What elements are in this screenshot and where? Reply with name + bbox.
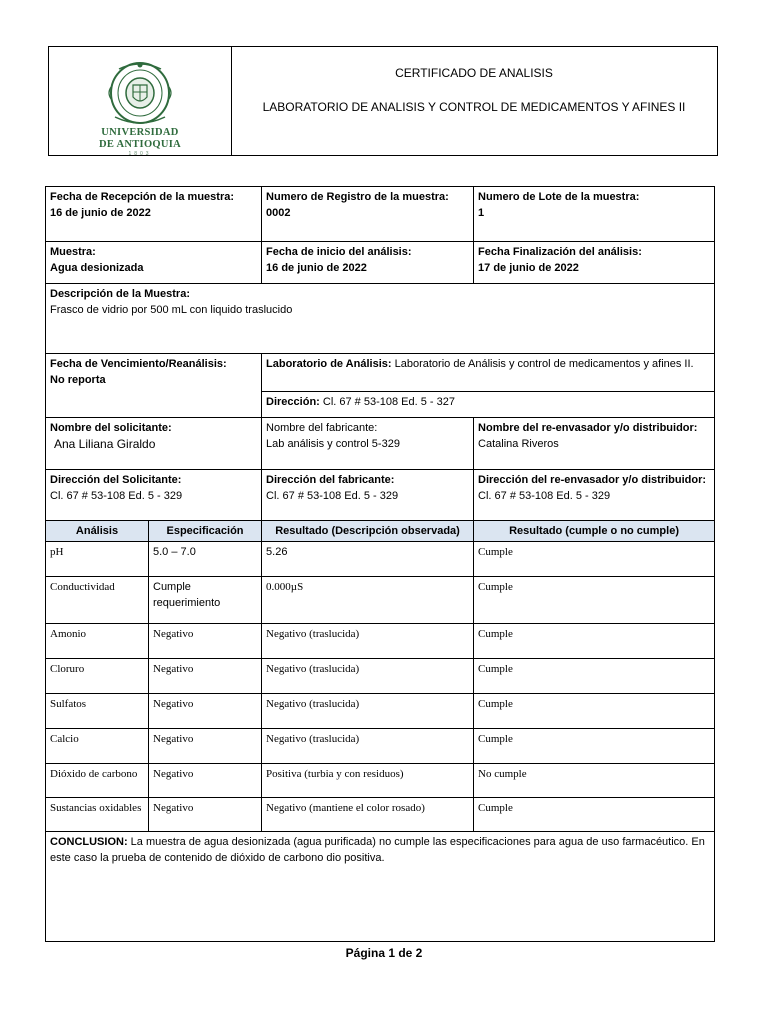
reception-label: Fecha de Recepción de la muestra:	[50, 191, 235, 203]
expiry-lab-row	[46, 354, 715, 392]
expiry-cell	[46, 354, 262, 418]
page-indicator: Página 1 de 2	[345, 946, 423, 960]
repackager-address-cell	[474, 470, 715, 521]
logo-year: 1803	[128, 151, 152, 157]
spec-cell: 5.0 – 7.0	[149, 542, 262, 577]
observed-cell: Positiva (turbia y con residuos)	[262, 764, 474, 798]
applicant-address-cell	[46, 470, 262, 521]
observed-cell: 0.000µS	[262, 577, 474, 624]
university-seal-icon	[49, 47, 231, 127]
parties-row	[46, 418, 715, 470]
applicant-label: Nombre del solicitante:	[50, 422, 172, 434]
manufacturer-label: Nombre del fabricante:	[266, 422, 378, 434]
lot-cell	[474, 187, 715, 242]
repackager-cell	[474, 418, 715, 470]
spec-cell: Negativo	[149, 694, 262, 729]
spec-cell: Cumple requerimiento	[149, 577, 262, 624]
spec-cell: Negativo	[149, 798, 262, 832]
description-label: Descripción de la Muestra:	[50, 288, 190, 300]
expiry-value: No reporta	[50, 374, 106, 386]
manufacturer-address-value: Cl. 67 # 53-108 Ed. 5 - 329	[266, 490, 399, 502]
document-header	[48, 46, 718, 156]
analysis-cell: Sustancias oxidables	[46, 798, 149, 832]
start-date-value: 16 de junio de 2022	[266, 262, 367, 274]
document-title: CERTIFICADO DE ANALISIS	[395, 66, 553, 80]
reception-value: 16 de junio de 2022	[50, 207, 151, 219]
lab-address-label: Dirección:	[266, 396, 320, 408]
conclusion-label: CONCLUSION:	[50, 836, 128, 848]
col-header-specification: Especificación	[149, 521, 262, 542]
col-header-analysis: Análisis	[46, 521, 149, 542]
analysis-cell: Conductividad	[46, 577, 149, 624]
manufacturer-address-label: Dirección del fabricante:	[266, 474, 395, 486]
description-value: Frasco de vidrio por 500 mL con liquido traslucido	[50, 304, 293, 316]
end-date-cell	[474, 242, 715, 284]
observed-cell: 5.26	[262, 542, 474, 577]
end-date-label: Fecha Finalización del análisis:	[478, 246, 642, 258]
verdict-cell: Cumple	[474, 694, 715, 729]
analysis-cell: Sulfatos	[46, 694, 149, 729]
certificate-table	[45, 186, 715, 942]
table-row	[46, 542, 715, 577]
applicant-value: Ana Liliana Giraldo	[54, 437, 156, 451]
spec-cell: Negativo	[149, 764, 262, 798]
verdict-cell: Cumple	[474, 577, 715, 624]
repackager-value: Catalina Riveros	[478, 438, 559, 450]
verdict-cell: No cumple	[474, 764, 715, 798]
manufacturer-value: Lab análisis y control 5-329	[266, 438, 400, 450]
analysis-cell: Dióxido de carbono	[46, 764, 149, 798]
spec-cell: Negativo	[149, 729, 262, 764]
logo-name-line1: UNIVERSIDAD	[101, 127, 179, 138]
reception-cell	[46, 187, 262, 242]
table-row	[46, 764, 715, 798]
logo-name-line2: DE ANTIOQUIA	[98, 139, 182, 150]
sample-value: Agua desionizada	[50, 262, 144, 274]
observed-cell: Negativo (traslucida)	[262, 729, 474, 764]
registry-value: 0002	[266, 207, 291, 219]
conclusion-row	[46, 832, 715, 942]
description-cell	[46, 284, 715, 354]
analysis-cell: Calcio	[46, 729, 149, 764]
verdict-cell: Cumple	[474, 624, 715, 659]
sample-cell	[46, 242, 262, 284]
repackager-address-label: Dirección del re-envasador y/o distribuidor:	[478, 474, 707, 486]
col-header-observed: Resultado (Descripción observada)	[262, 521, 474, 542]
verdict-cell: Cumple	[474, 542, 715, 577]
lot-value: 1	[478, 207, 485, 219]
manufacturer-cell	[262, 418, 474, 470]
table-row	[46, 577, 715, 624]
lab-address-cell	[262, 392, 715, 418]
manufacturer-address-cell	[262, 470, 474, 521]
university-logo	[49, 47, 232, 155]
sample-info-row-2	[46, 242, 715, 284]
applicant-address-label: Dirección del Solicitante:	[50, 474, 182, 486]
spec-cell: Negativo	[149, 624, 262, 659]
lot-label: Numero de Lote de la muestra:	[478, 191, 640, 203]
table-row	[46, 624, 715, 659]
repackager-address-value: Cl. 67 # 53-108 Ed. 5 - 329	[478, 490, 611, 502]
spec-cell: Negativo	[149, 659, 262, 694]
observed-cell: Negativo (traslucida)	[262, 659, 474, 694]
table-row	[46, 659, 715, 694]
description-row	[46, 284, 715, 354]
start-date-cell	[262, 242, 474, 284]
col-header-verdict: Resultado (cumple o no cumple)	[474, 521, 715, 542]
applicant-address-value: Cl. 67 # 53-108 Ed. 5 - 329	[50, 490, 183, 502]
registry-cell	[262, 187, 474, 242]
document-subtitle: LABORATORIO DE ANALISIS Y CONTROL DE MEDICAMENTOS Y AFINES II	[262, 100, 686, 114]
verdict-cell: Cumple	[474, 729, 715, 764]
verdict-cell: Cumple	[474, 798, 715, 832]
conclusion-text: La muestra de agua desionizada (agua purificada) no cumple las especificaciones para agua de uso farmacéutico. En este caso la prueba de contenido de dióxido de carbono dio positiva.	[50, 836, 705, 864]
analysis-cell: Amonio	[46, 624, 149, 659]
observed-cell: Negativo (traslucida)	[262, 624, 474, 659]
conclusion-cell	[46, 832, 715, 942]
observed-cell: Negativo (mantiene el color rosado)	[262, 798, 474, 832]
end-date-value: 17 de junio de 2022	[478, 262, 579, 274]
lab-address-value: Cl. 67 # 53-108 Ed. 5 - 327	[322, 396, 455, 408]
start-date-label: Fecha de inicio del análisis:	[266, 246, 412, 258]
results-header-row	[46, 521, 715, 542]
analysis-cell: Cloruro	[46, 659, 149, 694]
applicant-cell	[46, 418, 262, 470]
sample-label: Muestra:	[50, 246, 96, 258]
lab-cell	[262, 354, 715, 392]
table-row	[46, 729, 715, 764]
registry-label: Numero de Registro de la muestra:	[266, 191, 449, 203]
verdict-cell: Cumple	[474, 659, 715, 694]
expiry-label: Fecha de Vencimiento/Reanálisis:	[50, 358, 227, 370]
repackager-label: Nombre del re-envasador y/o distribuidor:	[478, 422, 698, 434]
analysis-cell: pH	[46, 542, 149, 577]
lab-value: Laboratorio de Análisis y control de medicamentos y afines II.	[394, 358, 694, 370]
table-row	[46, 798, 715, 832]
table-row	[46, 694, 715, 729]
observed-cell: Negativo (traslucida)	[262, 694, 474, 729]
lab-label: Laboratorio de Análisis:	[266, 358, 392, 370]
addresses-row	[46, 470, 715, 521]
sample-info-row-1	[46, 187, 715, 242]
